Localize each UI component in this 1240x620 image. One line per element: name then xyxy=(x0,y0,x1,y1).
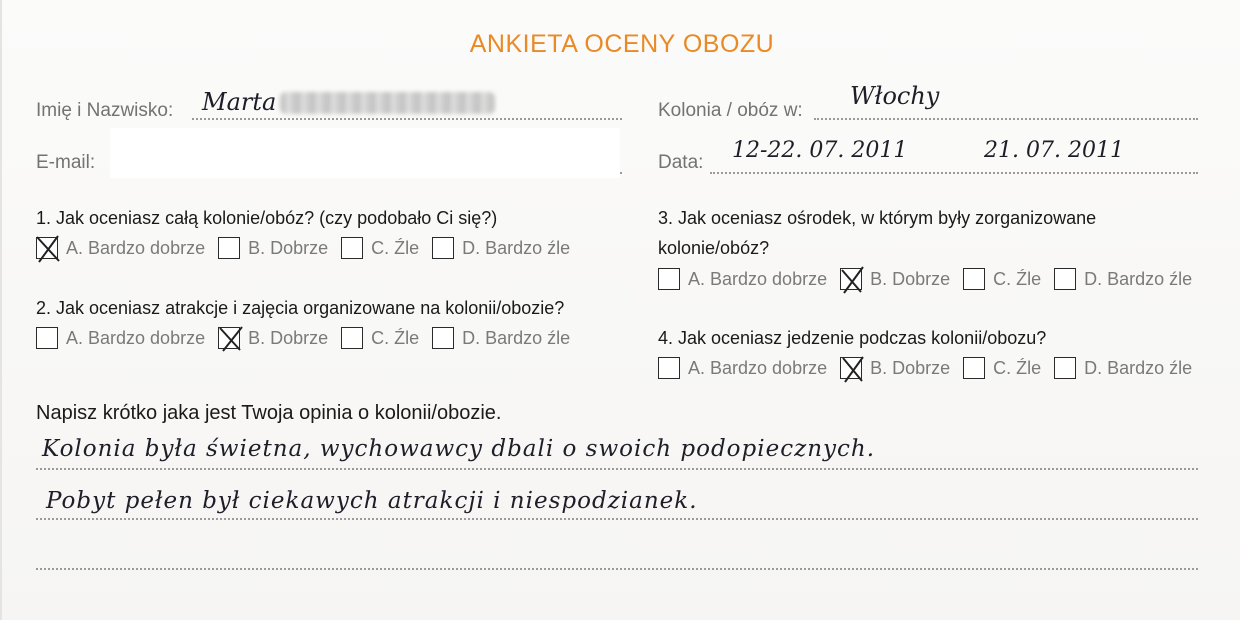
opinion-text-2[interactable]: Pobyt pełen był ciekawych atrakcji i niespodzianek. xyxy=(46,488,698,514)
question-3-line-2: kolonie/obóz? xyxy=(658,238,770,258)
opinion-line-1 xyxy=(36,468,1198,470)
check-mark-icon xyxy=(33,233,63,265)
checkbox[interactable] xyxy=(1054,268,1076,290)
q3-option-b[interactable]: B. Dobrze xyxy=(840,268,950,290)
check-mark-icon xyxy=(837,264,867,296)
question-3-line-1: 3. Jak oceniasz ośrodek, w którym były zorganizowane xyxy=(658,208,1097,228)
date-field-line xyxy=(710,172,1198,174)
name-value[interactable]: Marta xyxy=(202,88,277,116)
q3-option-c[interactable]: C. Źle xyxy=(963,268,1041,290)
question-1: 1. Jak oceniasz całą kolonie/obóz? (czy podobało Ci się?) xyxy=(36,208,498,228)
q4-option-b[interactable]: B. Dobrze xyxy=(840,357,950,379)
checkbox[interactable] xyxy=(341,237,363,259)
q4-option-c[interactable]: C. Źle xyxy=(963,357,1041,379)
checkbox[interactable] xyxy=(963,357,985,379)
q2-option-d[interactable]: D. Bardzo źle xyxy=(432,327,570,349)
q4-option-a[interactable]: A. Bardzo dobrze xyxy=(658,357,827,379)
question-2: 2. Jak oceniasz atrakcje i zajęcia organizowane na kolonii/obozie? xyxy=(36,298,565,318)
checkbox[interactable] xyxy=(432,327,454,349)
question-4-options xyxy=(658,357,1205,379)
q2-option-c[interactable]: C. Źle xyxy=(341,327,419,349)
checkbox[interactable] xyxy=(658,357,680,379)
camp-value[interactable]: Włochy xyxy=(850,82,940,110)
checkbox[interactable] xyxy=(658,268,680,290)
q3-option-a[interactable]: A. Bardzo dobrze xyxy=(658,268,827,290)
checkbox[interactable] xyxy=(1054,357,1076,379)
q1-option-a[interactable]: A. Bardzo dobrze xyxy=(36,237,205,259)
date-label: Data: xyxy=(658,152,704,173)
q1-option-c[interactable]: C. Źle xyxy=(341,237,419,259)
date-value-end[interactable]: 21. 07. 2011 xyxy=(984,138,1124,163)
checkbox-checked[interactable] xyxy=(218,327,240,349)
name-redaction xyxy=(280,92,495,114)
question-3-options xyxy=(658,268,1205,290)
check-mark-icon xyxy=(215,323,245,355)
opinion-line-2 xyxy=(36,518,1198,520)
opinion-line-3 xyxy=(36,568,1198,570)
camp-label: Kolonia / obóz w: xyxy=(658,100,803,121)
opinion-prompt: Napisz krótko jaka jest Twoja opinia o kolonii/obozie. xyxy=(36,402,502,424)
check-mark-icon xyxy=(837,353,867,385)
name-label: Imię i Nazwisko: xyxy=(36,100,174,121)
checkbox[interactable] xyxy=(432,237,454,259)
q3-option-d[interactable]: D. Bardzo źle xyxy=(1054,268,1192,290)
question-4: 4. Jak oceniasz jedzenie podczas kolonii/obozu? xyxy=(658,328,1047,348)
checkbox-checked[interactable] xyxy=(36,237,58,259)
date-value-start[interactable]: 12-22. 07. 2011 xyxy=(732,138,908,163)
checkbox[interactable] xyxy=(963,268,985,290)
question-2-options xyxy=(36,327,583,349)
q1-option-d[interactable]: D. Bardzo źle xyxy=(432,237,570,259)
page-title: ANKIETA OCENY OBOZU xyxy=(469,30,775,58)
opinion-text-1[interactable]: Kolonia była świetna, wychowawcy dbali o swoich podopiecznych. xyxy=(42,436,876,462)
q2-option-a[interactable]: A. Bardzo dobrze xyxy=(36,327,205,349)
checkbox-checked[interactable] xyxy=(840,268,862,290)
question-1-options xyxy=(36,237,583,259)
checkbox[interactable] xyxy=(341,327,363,349)
name-field-line xyxy=(192,118,622,120)
q4-option-d[interactable]: D. Bardzo źle xyxy=(1054,357,1192,379)
email-label: E-mail: xyxy=(36,152,96,173)
email-redaction[interactable] xyxy=(110,128,620,178)
q1-option-b[interactable]: B. Dobrze xyxy=(218,237,328,259)
camp-field-line xyxy=(814,118,1198,120)
checkbox-checked[interactable] xyxy=(840,357,862,379)
q2-option-b[interactable]: B. Dobrze xyxy=(218,327,328,349)
checkbox[interactable] xyxy=(218,237,240,259)
checkbox[interactable] xyxy=(36,327,58,349)
